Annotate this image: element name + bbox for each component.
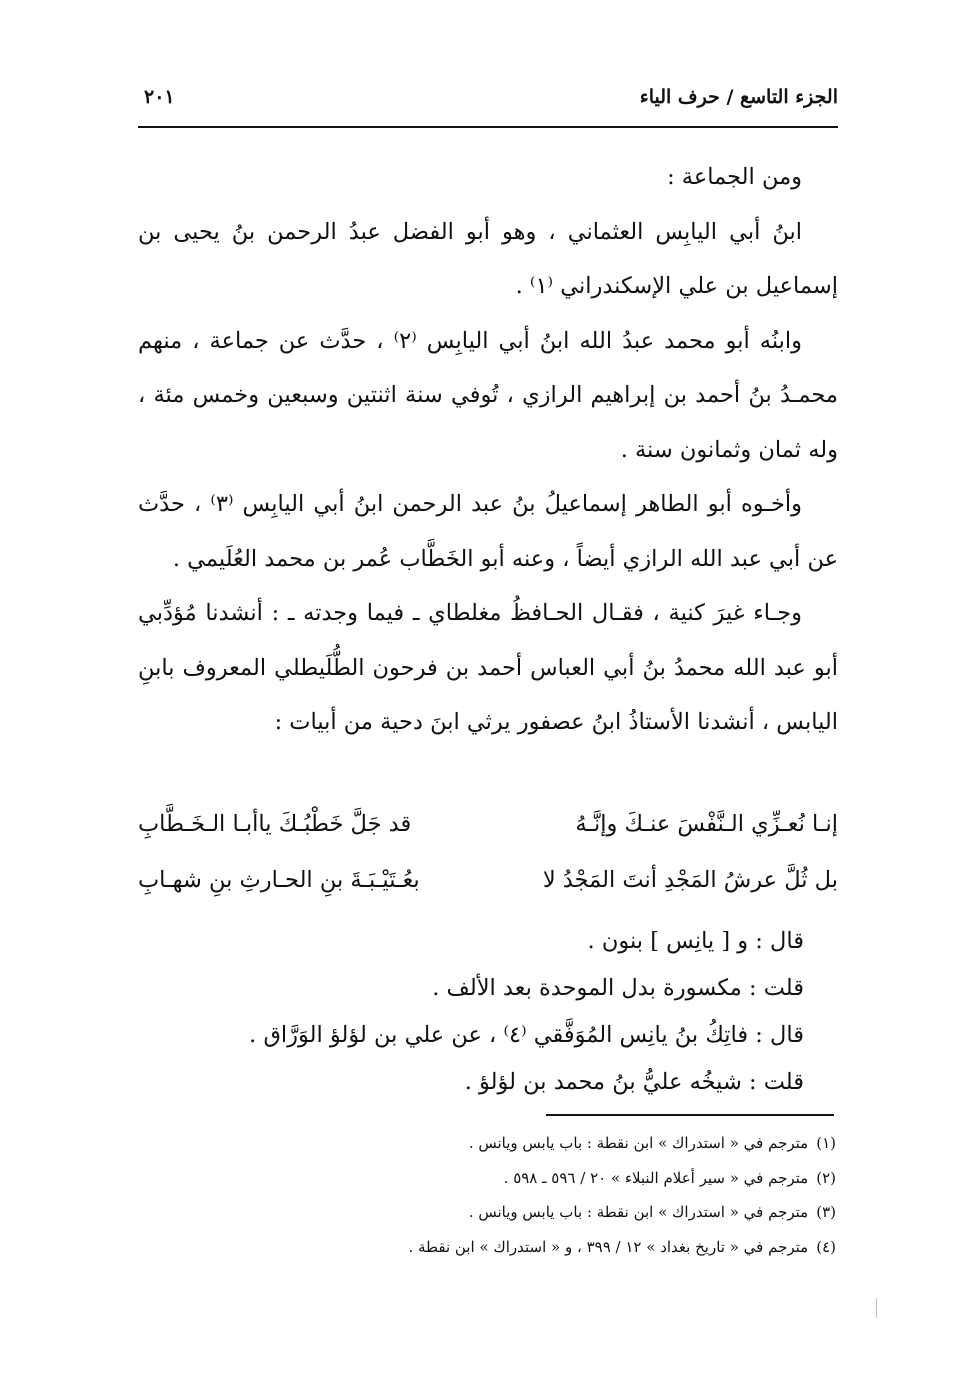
paragraph: ابنُ أبي اليابِس العثماني ، وهو أبو الفضل عبدُ الرحمن بنُ يحيى بن إسماعيل بن علي الإسكندراني ⁽١⁾ .: [138, 218, 838, 299]
second-hemistich: بعُـتَيْـبَـةَ بنِ الحـارثِ بنِ شهـابِ: [138, 867, 420, 893]
qa-line: قلت : شيخُه عليُّ بنُ محمد بن لؤلؤ .: [464, 1069, 804, 1095]
footnote: [136, 1195, 836, 1230]
footnote-number: (١): [816, 1134, 836, 1152]
first-hemistich: إنـا نُعـزِّي الـنَّفْسَ عنـكَ وإنَّـهُ: [575, 811, 838, 837]
footnote-text: مترجم في « استدراك » ابن نقطة : باب يابس ويانس .: [468, 1134, 809, 1152]
header-divider: [138, 126, 838, 128]
main-text: [138, 150, 838, 750]
paragraph: وأخـوه أبو الطاهر إسماعيلُ بنُ عبد الرحمن ابنُ أبي اليابِس ⁽٣⁾ ، حدَّث عن أبي عبد الله الرازي أيضاً ، وعنه أبو الخَطَّاب عُمر بن محمد العُلَيمي .: [138, 491, 838, 572]
footnote: [136, 1126, 836, 1161]
footnote-divider: [546, 1114, 834, 1116]
paragraph: وابنُه أبو محمد عبدُ الله ابنُ أبي اليابِس ⁽٢⁾ ، حدَّث عن جماعة ، منهم محمـدُ بنُ أحمد بن إبراهيم الرازي ، تُوفي سنة اثنتين وسبعين وخمس مئة ، وله ثمان وثمانون سنة .: [138, 327, 838, 463]
running-header: [138, 86, 838, 122]
poem-verse: [138, 796, 838, 852]
paragraph: وجـاء غيرَ كنية ، فقـال الحـافظُ مغلطاي ـ فيما وجدته ـ : أنشدنا مُؤدِّبي أبو عبد الله محمدُ بنُ أبي العباس أحمد بن فرحون الطُّلَيطلي المعروف بابنِ اليابس ، أنشدنا الأستاذُ ابنُ عصفور يرثي ابنَ دحية من أبيات :: [138, 600, 838, 735]
poem: [138, 796, 838, 908]
footnote: [136, 1161, 836, 1196]
footnote: [136, 1230, 836, 1265]
poem-verse: [138, 852, 838, 908]
page-number: ٢٠١: [144, 86, 175, 108]
footnote-text: مترجم في « سير أعلام النبلاء » ٢٠ / ٥٩٦ ـ ٥٩٨ .: [503, 1168, 809, 1187]
paragraph: ومن الجماعة :: [667, 164, 802, 190]
header-title: الجزء التاسع / حرف الياء: [639, 86, 838, 108]
footnote-number: (٣): [816, 1203, 836, 1221]
first-hemistich: بل ثُلَّ عرشُ المَجْدِ أنتَ المَجْدُ لا: [542, 867, 838, 893]
footnotes: [136, 1126, 836, 1264]
footnote-number: (٢): [816, 1168, 836, 1187]
qa-line: قلت : مكسورة بدل الموحدة بعد الألف .: [432, 975, 804, 1001]
footnote-text: مترجم في « استدراك » ابن نقطة : باب يابس ويانس .: [468, 1203, 809, 1221]
qa-section: [124, 918, 804, 1106]
second-hemistich: قد جَلَّ خَطْبُـكَ ياأبـا الـخَـطَّابِ: [138, 811, 412, 837]
scan-margin-mark: [876, 1298, 877, 1318]
footnote-text: مترجم في « تاريخ بغداد » ١٢ / ٣٩٩ ، و « استدراك » ابن نقطة .: [408, 1237, 809, 1256]
qa-line: قال : فاتِكُ بنُ يانِس المُوَفَّقي ⁽٤⁾ ، عن علي بن لؤلؤ الوَرَّاق .: [249, 1022, 804, 1048]
qa-line: قال : و [ يانِس ] بنون .: [587, 928, 804, 954]
footnote-number: (٤): [816, 1237, 836, 1256]
